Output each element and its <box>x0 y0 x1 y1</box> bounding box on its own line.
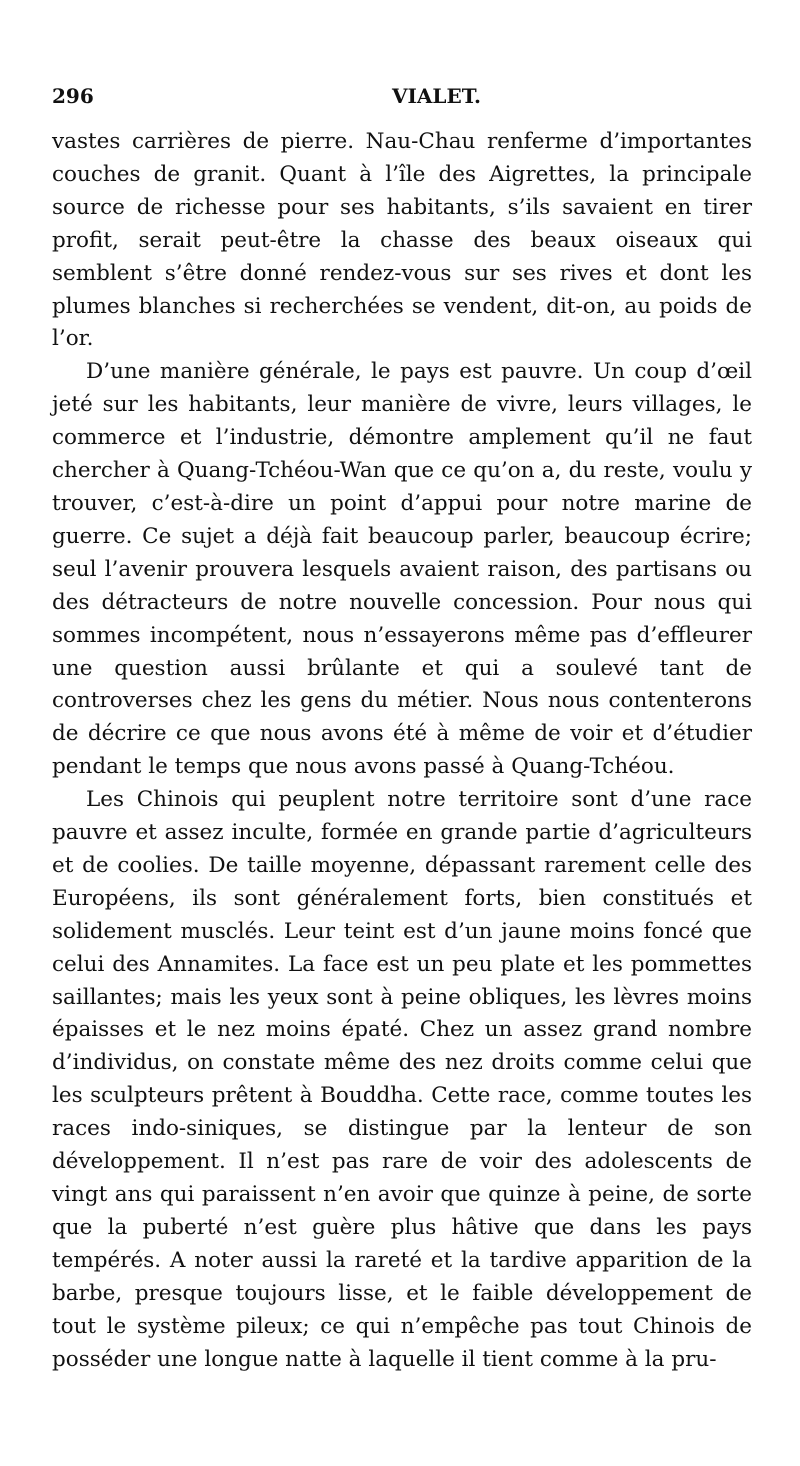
running-head <box>52 84 752 118</box>
paragraph-2: D’une manière générale, le pays est pauvre. Un coup d’œil jeté sur les habitants, leur manière de vivre, leurs villages, le commerce et l’industrie, démontre amplement qu’il ne faut chercher à Quang-Tchéou-Wan que ce qu’on a, du reste, voulu y trouver, c’est-à-dire un point d’appui pour notre marine de guerre. Ce sujet a déjà fait beaucoup parler, beaucoup écrire; seul l’avenir prouvera lesquels avaient raison, des partisans ou des détracteurs de notre nouvelle concession. Pour nous qui sommes incompétent, nous n’essayerons même pas d’effleurer une question aussi brûlante et qui a soulevé tant de controverses chez les gens du métier. Nous nous contenterons de décrire ce que nous avons été à même de voir et d’étudier pendant le temps que nous avons passé à Quang-Tchéou. <box>52 359 752 780</box>
paragraph-3: Les Chinois qui peuplent notre territoire sont d’une race pauvre et assez inculte, formée en grande partie d’agriculteurs et de coolies. De taille moyenne, dépassant rarement celle des Européens, ils sont généralement forts, bien constitués et solidement musclés. Leur teint est d’un jaune moins foncé que celui des Annamites. La face est un peu plate et les pommettes saillantes; mais les yeux sont à peine obliques, les lèvres moins épaisses et le nez moins épaté. Chez un assez grand nombre d’individus, on constate même des nez droits comme celui que les sculpteurs prêtent à Bouddha. Cette race, comme toutes les races indo-siniques, se distingue par la lenteur de son développement. Il n’est pas rare de voir des adolescents de vingt ans qui paraissent n’en avoir que quinze à peine, de sorte que la puberté n’est guère plus hâtive que dans les pays tempérés. A noter aussi la rareté et la tardive apparition de la barbe, presque toujours lisse, et le faible développement de tout le système pileux; ce qui n’empêche pas tout Chinois de posséder une longue natte à laquelle il tient comme à la pru- <box>52 787 752 1372</box>
running-title: VIALET. <box>392 84 481 108</box>
body-text <box>52 126 752 1376</box>
paragraph-1: vastes carrières de pierre. Nau-Chau renferme d’importantes couches de granit. Quant à l’île des Aigrettes, la principale source de richesse pour ses habitants, s’ils savaient en tirer profit, serait peut-être la chasse des beaux oiseaux qui semblent s’être donné rendez-vous sur ses rives et dont les plumes blanches si recherchées se vendent, dit-on, au poids de l’or. <box>52 129 752 352</box>
page-number: 296 <box>52 84 94 108</box>
